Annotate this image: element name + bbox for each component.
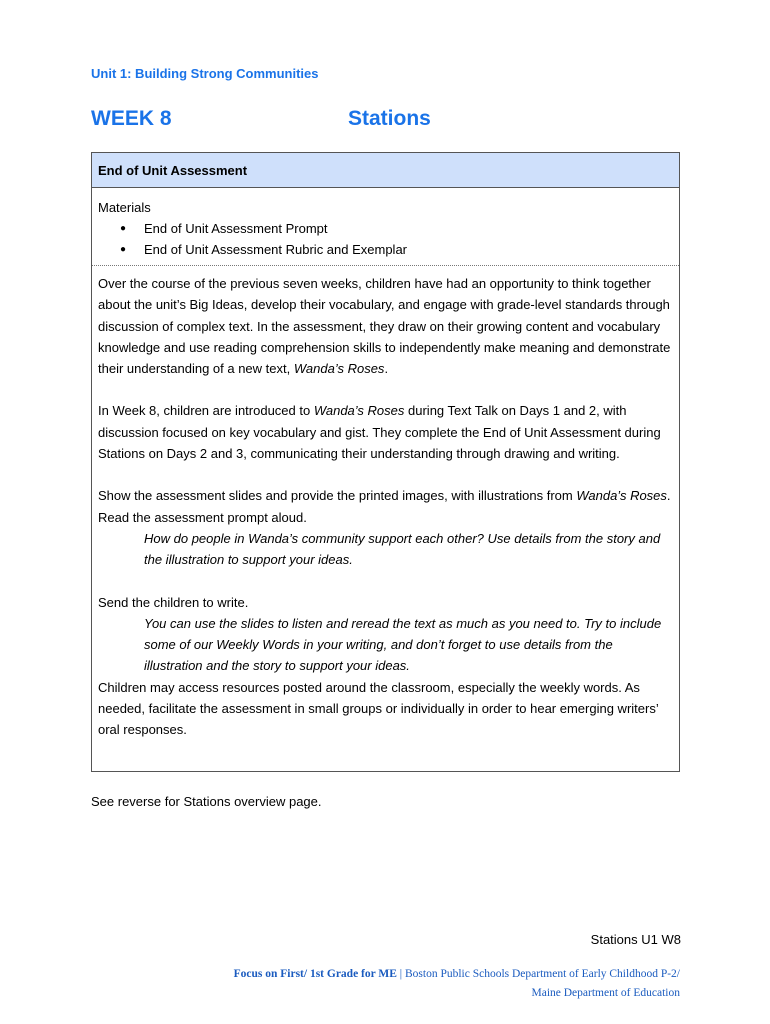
box-title: End of Unit Assessment: [92, 153, 679, 188]
paragraph-send-write: Send the children to write.: [98, 594, 249, 610]
materials-list: [98, 218, 673, 260]
see-reverse-note: See reverse for Stations overview page.: [91, 794, 322, 809]
assessment-prompt: How do people in Wanda’s community support each other? Use details from the story and the illustration to support your ideas.: [144, 530, 661, 568]
book-title: Wanda’s Roses: [293, 361, 385, 377]
materials-section: [92, 188, 679, 266]
paragraph-show-slides: Show the assessment slides and provide the printed images, with illustrations from Wanda’s Roses. Read the assessment prompt aloud.: [98, 488, 671, 525]
writing-prompt: You can use the slides to listen and reread the text as much as you need to. Try to include some of our Weekly Words in your writing, and don’t forget to use details from the illustration and the story to support your ideas.: [144, 615, 662, 674]
material-item: ● End of Unit Assessment Rubric and Exemplar: [98, 239, 673, 260]
material-item: ● End of Unit Assessment Prompt: [98, 218, 673, 239]
book-title: Wanda’s Roses: [313, 403, 405, 419]
assessment-description: [92, 266, 679, 741]
page-code: Stations U1 W8: [590, 932, 681, 947]
assessment-box: [91, 152, 680, 772]
materials-label: Materials: [98, 200, 151, 215]
paragraph-resources: Children may access resources posted around the classroom, especially the weekly words. As needed, facilitate the assessment in small groups or individually in order to hear emerging writers’ oral responses.: [98, 679, 659, 738]
program-name: Focus on First/ 1st Grade for ME: [233, 968, 397, 980]
section-title: Stations: [348, 107, 431, 130]
paragraph-week8: In Week 8, children are introduced to Wanda’s Roses during Text Talk on Days 1 and 2, with discussion focused on key vocabulary and gist. They complete the End of Unit Assessment during Stations on Days 2 and 3, communicating their understanding through drawing and writing.: [98, 403, 661, 462]
paragraph-overview: Over the course of the previous seven weeks, children have had an opportunity to think together about the unit’s Big Ideas, develop their vocabulary, and engage with grade-level standards through discussion of complex text. In the assessment, they draw on their growing content and vocabulary knowledge and use reading comprehension skills to independently make meaning and demonstrate their understanding of a new text, Wanda’s Roses.: [98, 276, 671, 377]
footer-credit: Focus on First/ 1st Grade for ME | Boston Public Schools Department of Early Childhood P-2/ Maine Department of Education: [233, 968, 680, 999]
book-title: Wanda’s Roses: [576, 488, 667, 504]
week-label: WEEK 8: [91, 107, 172, 130]
unit-title: Unit 1: Building Strong Communities: [91, 66, 319, 81]
